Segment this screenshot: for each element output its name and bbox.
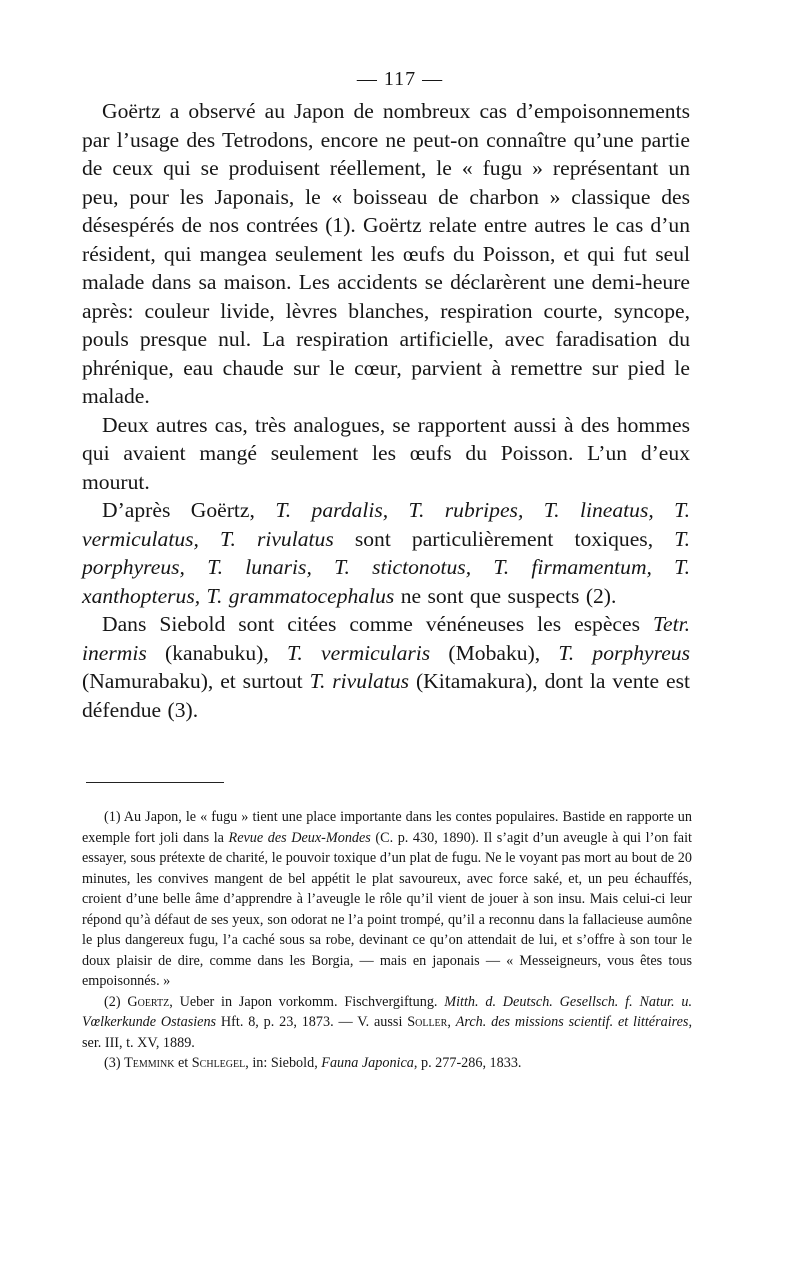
footnote-3 [82,1053,692,1074]
paragraph-two-other-cases: Deux autres cas, très analogues, se rapportent aussi à des hommes qui avaient mangé seulement les œufs du Poisson. L’un d’eux mourut. [82,412,690,494]
text-run: , [447,1014,456,1030]
text-run: D’après Goërtz, [102,498,276,522]
species-list-toxic: T. pardalis, T. rubripes, T. lineatus, T. vermiculatus, T. rivulatus [82,498,690,551]
text-run: (1) Au Japon, le « fugu » tient une place importante dans les contes populaires. Bastide en rapporte un exemple fort joli dans la [82,809,692,846]
text-run: , ser. III, t. XV, 1889. [82,1014,693,1051]
text-run: (2) [104,993,128,1010]
author-name: Temmink [124,1055,175,1071]
text-run: , p. 277-286, 1833. [413,1055,522,1071]
text-run: et [174,1055,192,1071]
species-name: Tetr. inermis [82,612,690,665]
text-run: (kanabuku), [146,640,287,665]
species-name: T. porphyreus [558,640,690,665]
main-text [82,97,690,724]
species-name: T. rivulatus [309,669,410,693]
paragraph-siebold [82,610,690,724]
paragraph-species-toxicity [82,496,690,610]
journal-title: Revue des Deux-Mondes [228,829,371,846]
footnote-separator [86,782,224,783]
species-name: T. vermicularis [286,640,431,665]
text-run: (Namurabaku), et surtout [82,669,310,693]
text-run: (Kitamakura), dont la vente est défendue (3). [82,669,690,722]
journal-title: Arch. des missions scientif. et littéraires [455,1014,689,1030]
text-run: (Mobaku), [430,640,559,665]
author-name: Goertz [127,993,170,1010]
footnote-1 [82,807,692,992]
text-run: (C. p. 430, 1890). Il s’agit d’un aveugle à qui l’on fait essayer, sous prétexte de charité, le pouvoir toxique d’un plat de fugu. Ne le voyant pas mort au bout de 20 minutes, les convives mangent de bel appétit le plat savoureux, avec force saké, et, un peu échauffés, croient d’une belle âme d’apprendre à l’aveugle le rôle qu’il vient de jouer à son insu. Mais celui-ci leur répond qu’à défaut de ses yeux, son odorat ne l’a point trompé, qu’il a reconnu dans la fallacieuse aumône le plus dangereux fugu, l’a caché sous sa robe, devinant ce qu’on attendait de lui, et s’offre à son tour le doux plaisir de dire, comme dans les Borgia, — mais en japonais — « Messeigneurs, vous êtes tous empoisonnés. » [82,829,692,989]
text-run: ne sont que suspects (2). [394,583,617,608]
journal-title: Mitth. d. Deutsch. Gesellsch. f. Natur. u. Vœlkerkunde Ostasiens [82,993,692,1030]
species-list-suspect: T. porphyreus, T. lunaris, T. stictonotus, T. firmamentum, T. xanthopterus, T. grammatocephalus [82,526,690,608]
text-run: Dans Siebold sont citées comme vénéneuses les espèces [102,612,653,636]
footnote-2 [82,992,692,1054]
text-run: Hft. 8, p. 23, 1873. — V. aussi [216,1014,408,1030]
author-name: Soller [407,1014,448,1030]
footnotes [82,807,692,1074]
text-run: , Ueber in Japon vorkomm. Fischvergiftung. [169,993,445,1010]
page-number: — 117 — [356,68,444,90]
paragraph-goertz-observations: Goërtz a observé au Japon de nombreux cas d’empoisonnements par l’usage des Tetrodons, encore ne peut-on connaître qu’une partie de ceux qui se produisent réellement, le « fugu » représentant un peu, pour les Japonais, le « boisseau de charbon » classique des désespérés de nos contrées (1). Goërtz relate entre autres le cas d’un résident, qui mangea seulement les œufs du Poisson, et qui fut seul malade dans sa maison. Les accidents se déclarèrent une demi-heure après: couleur livide, lèvres blanches, respiration courte, syncope, pouls presque nul. La respiration artificielle, avec faradisation du phrénique, eau chaude sur le cœur, parvient à remettre sur pied le malade. [82,99,690,408]
author-name: Schlegel [191,1055,246,1071]
text-run: , in: Siebold, [245,1055,322,1071]
text-run: sont particulièrement toxiques, [333,526,675,551]
text-run: (3) [104,1055,125,1071]
book-title: Fauna Japonica [321,1055,414,1071]
